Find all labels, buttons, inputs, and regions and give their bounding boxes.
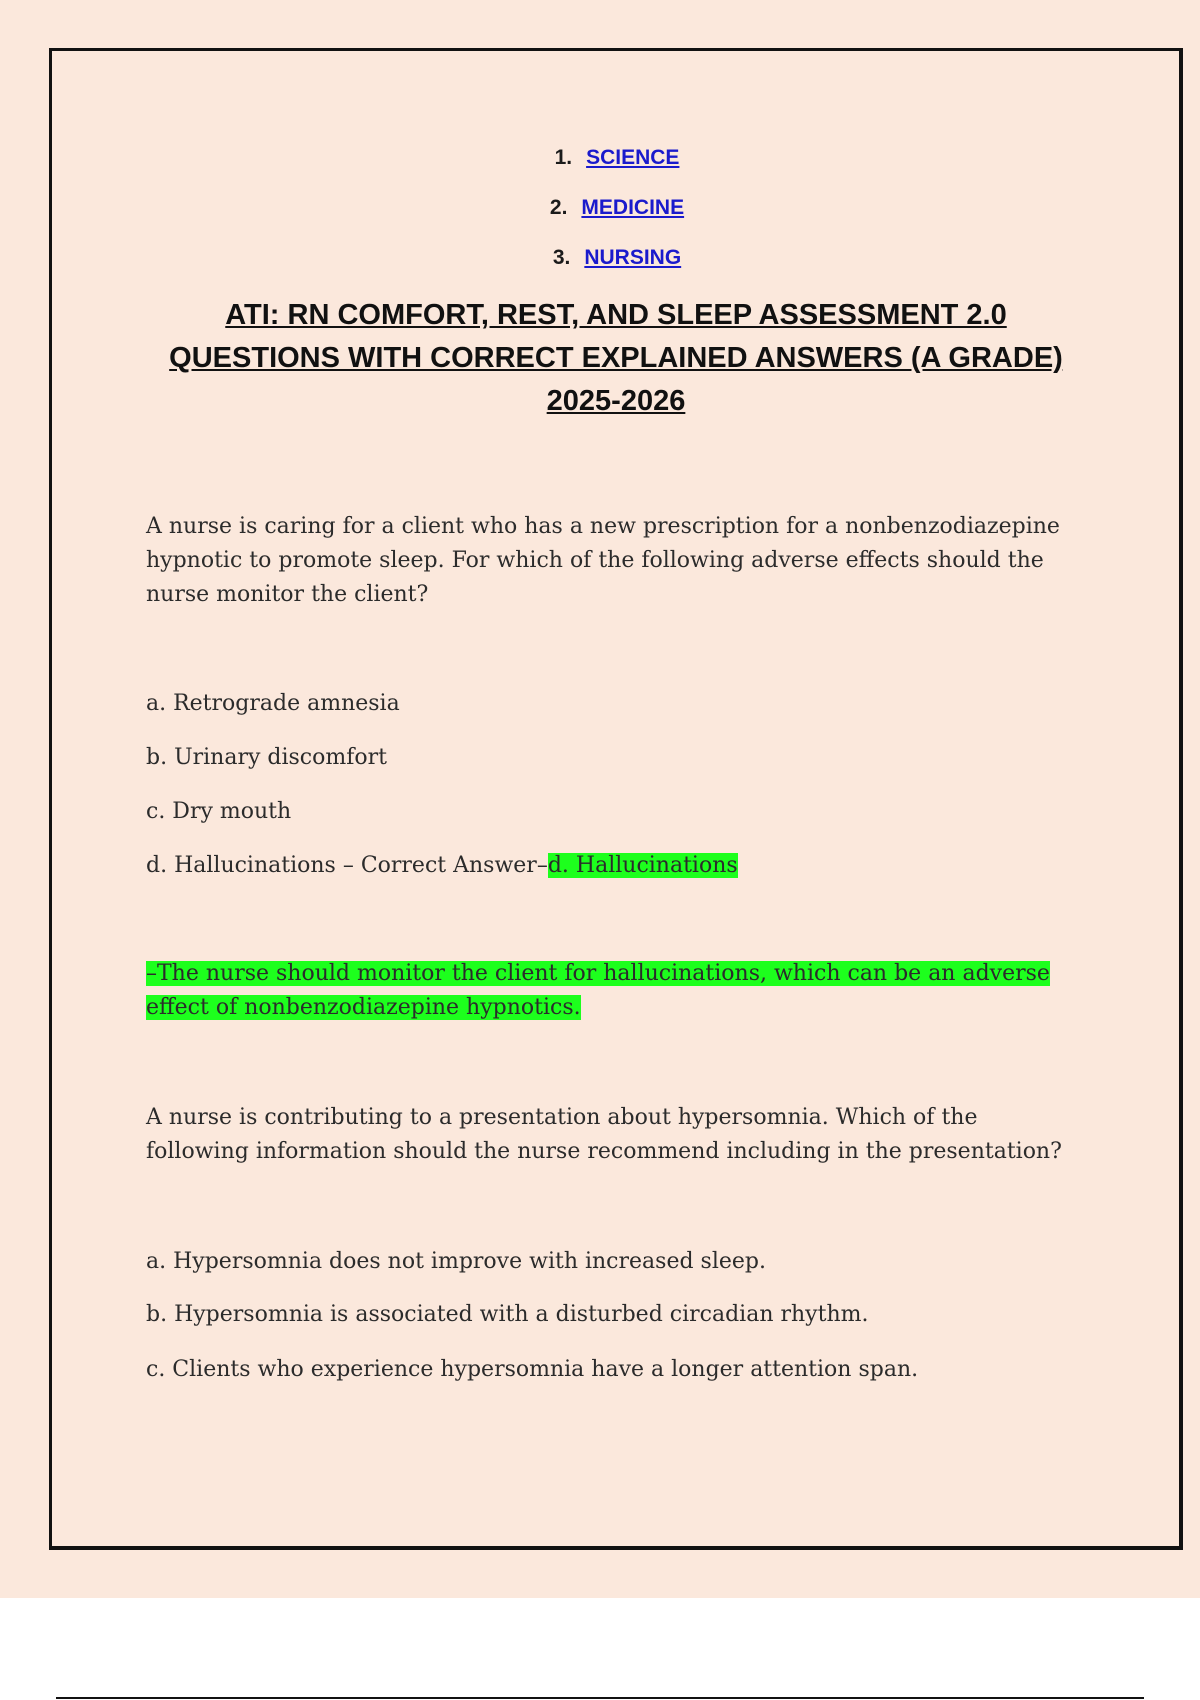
rationale-highlight: –The nurse should monitor the client for hallucinations, which can be an adverse effect of nonbenzodiazepine hypnotics. (146, 961, 1050, 1020)
question-1-option-d (146, 850, 1086, 882)
question-1-option-c: c. Dry mouth (146, 799, 292, 824)
breadcrumb-number: 2. (549, 196, 568, 219)
title-line-1: ATI: RN COMFORT, REST, AND SLEEP ASSESSMENT 2.0 (225, 299, 1007, 331)
question-1-stem: A nurse is caring for a client who has a new prescription for a nonbenzodiazepine hypnotic to promote sleep. For which of the following adverse effects should the nurse monitor the client? (146, 514, 1060, 607)
question-1-option-a: a. Retrograde amnesia (146, 691, 400, 716)
breadcrumb-link-science[interactable]: SCIENCE (586, 146, 680, 169)
breadcrumb-link-medicine[interactable]: MEDICINE (581, 196, 685, 219)
question-2-option-c: c. Clients who experience hypersomnia have a longer attention span. (146, 1357, 919, 1382)
breadcrumb-number: 1. (554, 146, 573, 169)
correct-answer-highlight: d. Hallucinations (547, 853, 738, 878)
breadcrumb-link-nursing[interactable]: NURSING (584, 246, 682, 269)
question-2-stem: A nurse is contributing to a presentation about hypersomnia. Which of the following information should the nurse recommend including in the presentation? (146, 1105, 1062, 1164)
breadcrumb-item-science (0, 140, 1200, 190)
breadcrumb (0, 140, 1200, 290)
title-line-3: 2025-2026 (546, 385, 686, 417)
bottom-divider (56, 1697, 1144, 1699)
option-d-text: d. Hallucinations – Correct Answer– (146, 853, 548, 878)
breadcrumb-item-medicine (0, 190, 1200, 240)
breadcrumb-item-nursing (0, 240, 1200, 290)
breadcrumb-number: 3. (552, 246, 571, 269)
question-2-option-b: b. Hypersomnia is associated with a disturbed circadian rhythm. (146, 1302, 869, 1327)
question-2-option-a: a. Hypersomnia does not improve with increased sleep. (146, 1249, 766, 1274)
question-1-option-b: b. Urinary discomfort (146, 745, 387, 770)
question-1-rationale (146, 957, 1086, 1025)
title-line-2: QUESTIONS WITH CORRECT EXPLAINED ANSWERS (A GRADE) (169, 342, 1063, 374)
document-title (140, 294, 1092, 423)
